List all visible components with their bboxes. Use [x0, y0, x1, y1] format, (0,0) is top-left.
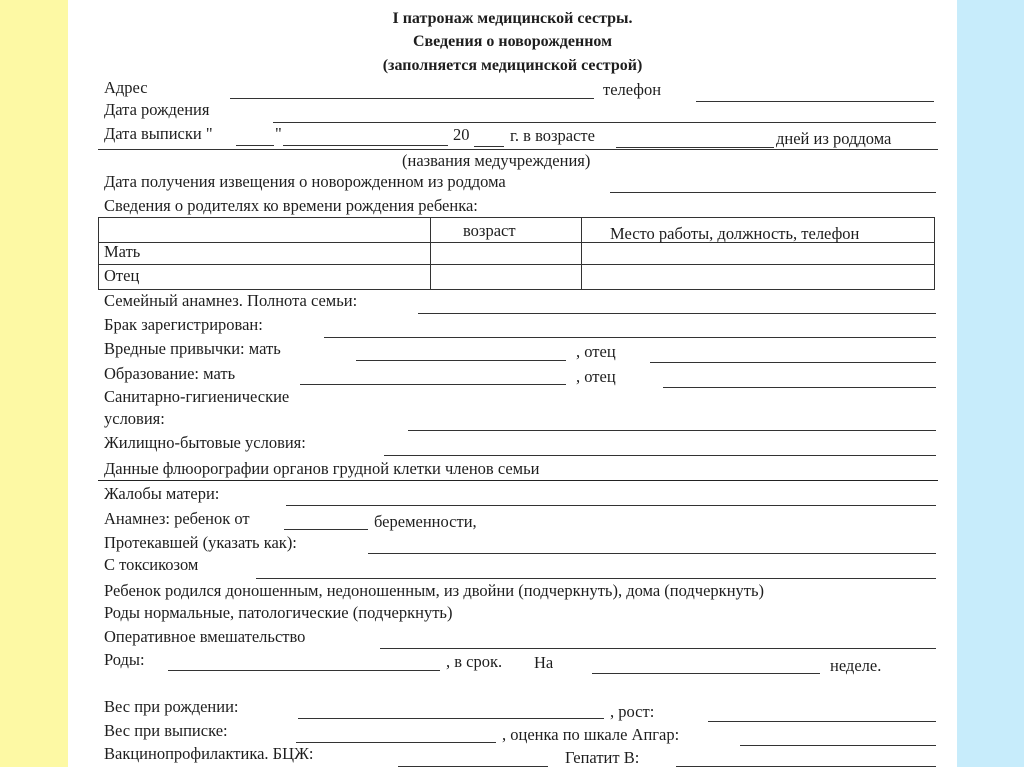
notice-date-label: Дата получения извещения о новорожденном из роддома	[104, 172, 506, 191]
delivery-label: Роды:	[104, 650, 145, 669]
table-border-left	[98, 217, 99, 289]
discharge-weight-line[interactable]	[296, 742, 496, 743]
institution-hint: (названия медучреждения)	[402, 151, 591, 170]
week-line[interactable]	[592, 673, 820, 674]
table-border-top	[98, 217, 935, 218]
table-col-separator	[581, 217, 582, 289]
discharge-weight-label: Вес при выписке:	[104, 721, 228, 740]
pregnancy-label: Анамнез: ребенок от	[104, 509, 250, 528]
family-anamnesis-line[interactable]	[418, 313, 936, 314]
institution-line[interactable]	[98, 149, 938, 150]
phone-label: телефон	[603, 80, 662, 99]
family-anamnesis-label: Семейный анамнез. Полнота семьи:	[104, 291, 358, 310]
toxicosis-line[interactable]	[256, 578, 936, 579]
apgar-line[interactable]	[740, 745, 936, 746]
address-label: Адрес	[104, 78, 148, 97]
fluorography-line[interactable]	[98, 480, 938, 481]
table-header-age: возраст	[463, 221, 516, 240]
marriage-label: Брак зарегистрирован:	[104, 315, 263, 334]
surgery-label: Оперативное вмешательство	[104, 627, 306, 646]
delivery-type-label: Роды нормальные, патологические (подчеркнуть)	[104, 603, 453, 622]
table-header-workplace: Место работы, должность, телефон	[610, 224, 860, 243]
apgar-label: , оценка по шкале Апгар:	[502, 725, 680, 744]
proceeded-line[interactable]	[368, 553, 936, 554]
proceeded-label: Протекавшей (указать как):	[104, 533, 297, 552]
year-prefix: 20	[453, 125, 470, 144]
days-maternity-label: дней из роддома	[776, 129, 892, 148]
height-line[interactable]	[708, 721, 936, 722]
form-subtitle: Сведения о новорожденном	[412, 33, 613, 50]
complaints-label: Жалобы матери:	[104, 484, 220, 503]
living-label: Жилищно-бытовые условия:	[104, 433, 306, 452]
sanitary-label-line1: Санитарно-гигиенические	[104, 387, 290, 406]
delivery-line[interactable]	[168, 670, 440, 671]
surgery-line[interactable]	[380, 648, 936, 649]
notice-date-line[interactable]	[610, 192, 936, 193]
form-sheet	[68, 0, 957, 767]
discharge-month-line[interactable]	[283, 145, 448, 146]
habits-father-line[interactable]	[650, 362, 936, 363]
table-border-right	[934, 217, 935, 289]
vaccination-label: Вакцинопрофилактика. БЦЖ:	[104, 744, 314, 763]
right-color-band	[957, 0, 1024, 767]
discharge-date-label: Дата выписки "	[104, 124, 213, 143]
habits-mother-line[interactable]	[356, 360, 566, 361]
discharge-quote: "	[275, 124, 282, 143]
age-line[interactable]	[616, 147, 774, 148]
pregnancy-number-line[interactable]	[284, 529, 368, 530]
pregnancy-suffix: беременности,	[374, 512, 477, 531]
birth-date-label: Дата рождения	[104, 100, 210, 119]
sanitary-label-line2: условия:	[104, 409, 165, 428]
education-label: Образование: мать	[104, 364, 236, 383]
weeks-label: неделе.	[830, 656, 882, 675]
table-border-bottom	[98, 289, 935, 290]
table-row-mother-label: Мать	[104, 242, 141, 261]
marriage-line[interactable]	[324, 337, 936, 338]
address-line[interactable]	[230, 98, 594, 99]
table-row-separator	[98, 264, 935, 265]
birth-weight-label: Вес при рождении:	[104, 697, 239, 716]
phone-line[interactable]	[696, 101, 934, 102]
sanitary-line[interactable]	[408, 430, 936, 431]
toxicosis-label: С токсикозом	[104, 555, 199, 574]
form-note: (заполняется медицинской сестрой)	[382, 57, 643, 74]
form-title: I патронаж медицинской сестры.	[392, 10, 633, 27]
complaints-line[interactable]	[286, 505, 936, 506]
discharge-day-line[interactable]	[236, 145, 274, 146]
height-label: , рост:	[610, 702, 655, 721]
living-line[interactable]	[384, 455, 936, 456]
habits-father-label: , отец	[576, 342, 616, 361]
parents-info-label: Сведения о родителях ко времени рождения ребенка:	[104, 196, 478, 215]
education-mother-line[interactable]	[300, 384, 566, 385]
birth-date-line[interactable]	[273, 122, 936, 123]
table-col-separator	[430, 217, 431, 289]
born-label: Ребенок родился доношенным, недоношенным, из двойни (подчеркнуть), дома (подчеркнуть)	[104, 581, 764, 600]
table-row-father-label: Отец	[104, 266, 140, 285]
on-term-label: , в срок.	[446, 652, 503, 671]
education-father-label: , отец	[576, 367, 616, 386]
left-color-band	[0, 0, 68, 767]
hepatitis-label: Гепатит В:	[565, 748, 640, 767]
fluorography-label: Данные флюорографии органов грудной клетки членов семьи	[104, 459, 540, 478]
at-label: На	[534, 653, 554, 672]
age-label: г. в возрасте	[510, 126, 595, 145]
year-line[interactable]	[474, 146, 504, 147]
birth-weight-line[interactable]	[298, 718, 604, 719]
habits-label: Вредные привычки: мать	[104, 339, 281, 358]
education-father-line[interactable]	[663, 387, 936, 388]
